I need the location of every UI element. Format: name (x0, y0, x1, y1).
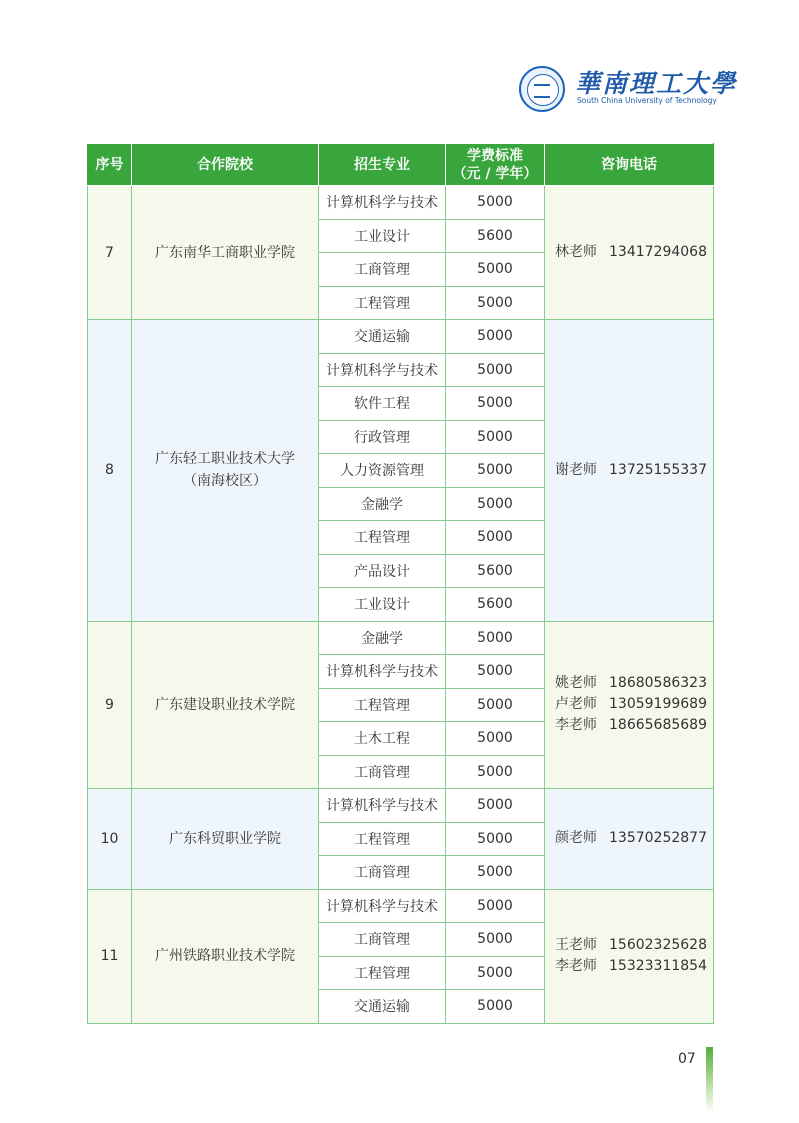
header-index: 序号 (88, 144, 132, 186)
school-name-line: 广东南华工商职业学院 (155, 244, 295, 261)
major-name: 金融学 (319, 621, 446, 655)
major-name: 工程管理 (319, 956, 446, 990)
row-index: 10 (88, 789, 132, 890)
tuition-fee: 5000 (446, 956, 545, 990)
major-name: 工程管理 (319, 521, 446, 555)
table-row (88, 621, 714, 655)
major-name: 交通运输 (319, 320, 446, 354)
major-name: 工商管理 (319, 856, 446, 890)
contact-name: 李老师 (555, 717, 597, 734)
contact-info (545, 789, 714, 890)
tuition-fee: 5000 (446, 320, 545, 354)
contact-phone: 13059199689 (609, 696, 707, 713)
tuition-fee: 5000 (446, 755, 545, 789)
school-group (88, 320, 714, 622)
university-seal-icon (519, 66, 565, 112)
contact-name: 卢老师 (555, 696, 597, 713)
school-group (88, 889, 714, 1023)
contact-line (555, 956, 713, 977)
row-index: 11 (88, 889, 132, 1023)
contact-phone: 15602325628 (609, 937, 707, 953)
contact-line (555, 694, 713, 715)
tuition-fee: 5000 (446, 856, 545, 890)
row-index: 7 (88, 186, 132, 320)
contact-name: 林老师 (555, 244, 597, 260)
school-name-line: 广东建设职业技术学院 (155, 696, 295, 713)
contact-name: 谢老师 (555, 461, 597, 478)
school-group (88, 186, 714, 320)
contact-line (555, 828, 713, 849)
major-name: 计算机科学与技术 (319, 655, 446, 689)
header-fee-line1: 学费标准 (467, 147, 523, 164)
tuition-fee: 5000 (446, 621, 545, 655)
major-name: 工商管理 (319, 253, 446, 287)
contact-line (555, 673, 713, 694)
contact-line (555, 460, 713, 481)
major-name: 工业设计 (319, 588, 446, 622)
school-name-line: （南海校区） (183, 473, 267, 490)
university-name-en: South China University of Technology (577, 96, 717, 105)
header-fee (446, 144, 545, 186)
major-name: 产品设计 (319, 554, 446, 588)
tuition-fee: 5000 (446, 789, 545, 823)
contact-name: 王老师 (555, 937, 597, 953)
header-major: 招生专业 (319, 144, 446, 186)
school-name-line: 广东轻工职业技术大学 (155, 451, 295, 468)
contact-line (555, 242, 713, 263)
contact-name: 颜老师 (555, 830, 597, 847)
major-name: 工商管理 (319, 755, 446, 789)
table-row (88, 789, 714, 823)
contact-name: 姚老师 (555, 675, 597, 692)
tuition-fee: 5600 (446, 588, 545, 622)
major-name: 计算机科学与技术 (319, 789, 446, 823)
contact-line (555, 715, 713, 736)
contact-line (555, 935, 713, 956)
major-name: 软件工程 (319, 387, 446, 421)
school-name (132, 186, 319, 320)
major-name: 行政管理 (319, 420, 446, 454)
header-phone: 咨询电话 (545, 144, 714, 186)
major-name: 计算机科学与技术 (319, 186, 446, 220)
contact-info (545, 621, 714, 789)
school-name-line: 广州铁路职业技术学院 (155, 948, 295, 964)
major-name: 土木工程 (319, 722, 446, 756)
tuition-fee: 5000 (446, 454, 545, 488)
page-accent-bar (706, 1047, 713, 1113)
tuition-fee: 5600 (446, 554, 545, 588)
tuition-fee: 5000 (446, 420, 545, 454)
row-index: 8 (88, 320, 132, 622)
contact-info (545, 320, 714, 622)
row-index: 9 (88, 621, 132, 789)
table-row (88, 186, 714, 220)
tuition-fee: 5000 (446, 923, 545, 957)
contact-phone: 15323311854 (609, 958, 707, 974)
school-name-line: 广东科贸职业学院 (169, 830, 281, 847)
contact-info (545, 889, 714, 1023)
tuition-fee: 5000 (446, 688, 545, 722)
tuition-fee: 5000 (446, 521, 545, 555)
school-group (88, 789, 714, 890)
header-school: 合作院校 (132, 144, 319, 186)
tuition-fee: 5000 (446, 387, 545, 421)
page-header (519, 64, 738, 110)
university-name-cn: 華南理工大學 (575, 69, 738, 98)
school-name (132, 889, 319, 1023)
table-row (88, 320, 714, 354)
major-name: 计算机科学与技术 (319, 889, 446, 923)
tuition-fee: 5000 (446, 822, 545, 856)
tuition-fee: 5600 (446, 219, 545, 253)
contact-phone: 18680586323 (609, 675, 707, 692)
major-name: 人力资源管理 (319, 454, 446, 488)
major-name: 工程管理 (319, 286, 446, 320)
tuition-fee: 5000 (446, 286, 545, 320)
contact-phone: 13570252877 (609, 830, 707, 847)
major-name: 工业设计 (319, 219, 446, 253)
contact-name: 李老师 (555, 958, 597, 974)
contact-phone: 13417294068 (609, 244, 707, 260)
tuition-fee: 5000 (446, 722, 545, 756)
page-number: 07 (678, 1051, 696, 1067)
tuition-fee: 5000 (446, 990, 545, 1024)
school-group (88, 621, 714, 789)
tuition-fee: 5000 (446, 186, 545, 220)
table-header-row (88, 144, 714, 186)
tuition-fee: 5000 (446, 253, 545, 287)
contact-info (545, 186, 714, 320)
major-name: 工程管理 (319, 822, 446, 856)
contact-phone: 18665685689 (609, 717, 707, 734)
tuition-fee: 5000 (446, 353, 545, 387)
major-name: 工程管理 (319, 688, 446, 722)
tuition-fee: 5000 (446, 889, 545, 923)
tuition-fee: 5000 (446, 487, 545, 521)
school-name (132, 320, 319, 622)
major-name: 计算机科学与技术 (319, 353, 446, 387)
enrollment-table (87, 143, 714, 1024)
major-name: 交通运输 (319, 990, 446, 1024)
school-name (132, 621, 319, 789)
tuition-fee: 5000 (446, 655, 545, 689)
table-row (88, 889, 714, 923)
major-name: 金融学 (319, 487, 446, 521)
contact-phone: 13725155337 (609, 461, 707, 478)
major-name: 工商管理 (319, 923, 446, 957)
school-name (132, 789, 319, 890)
header-fee-line2: （元 / 学年） (452, 165, 538, 182)
